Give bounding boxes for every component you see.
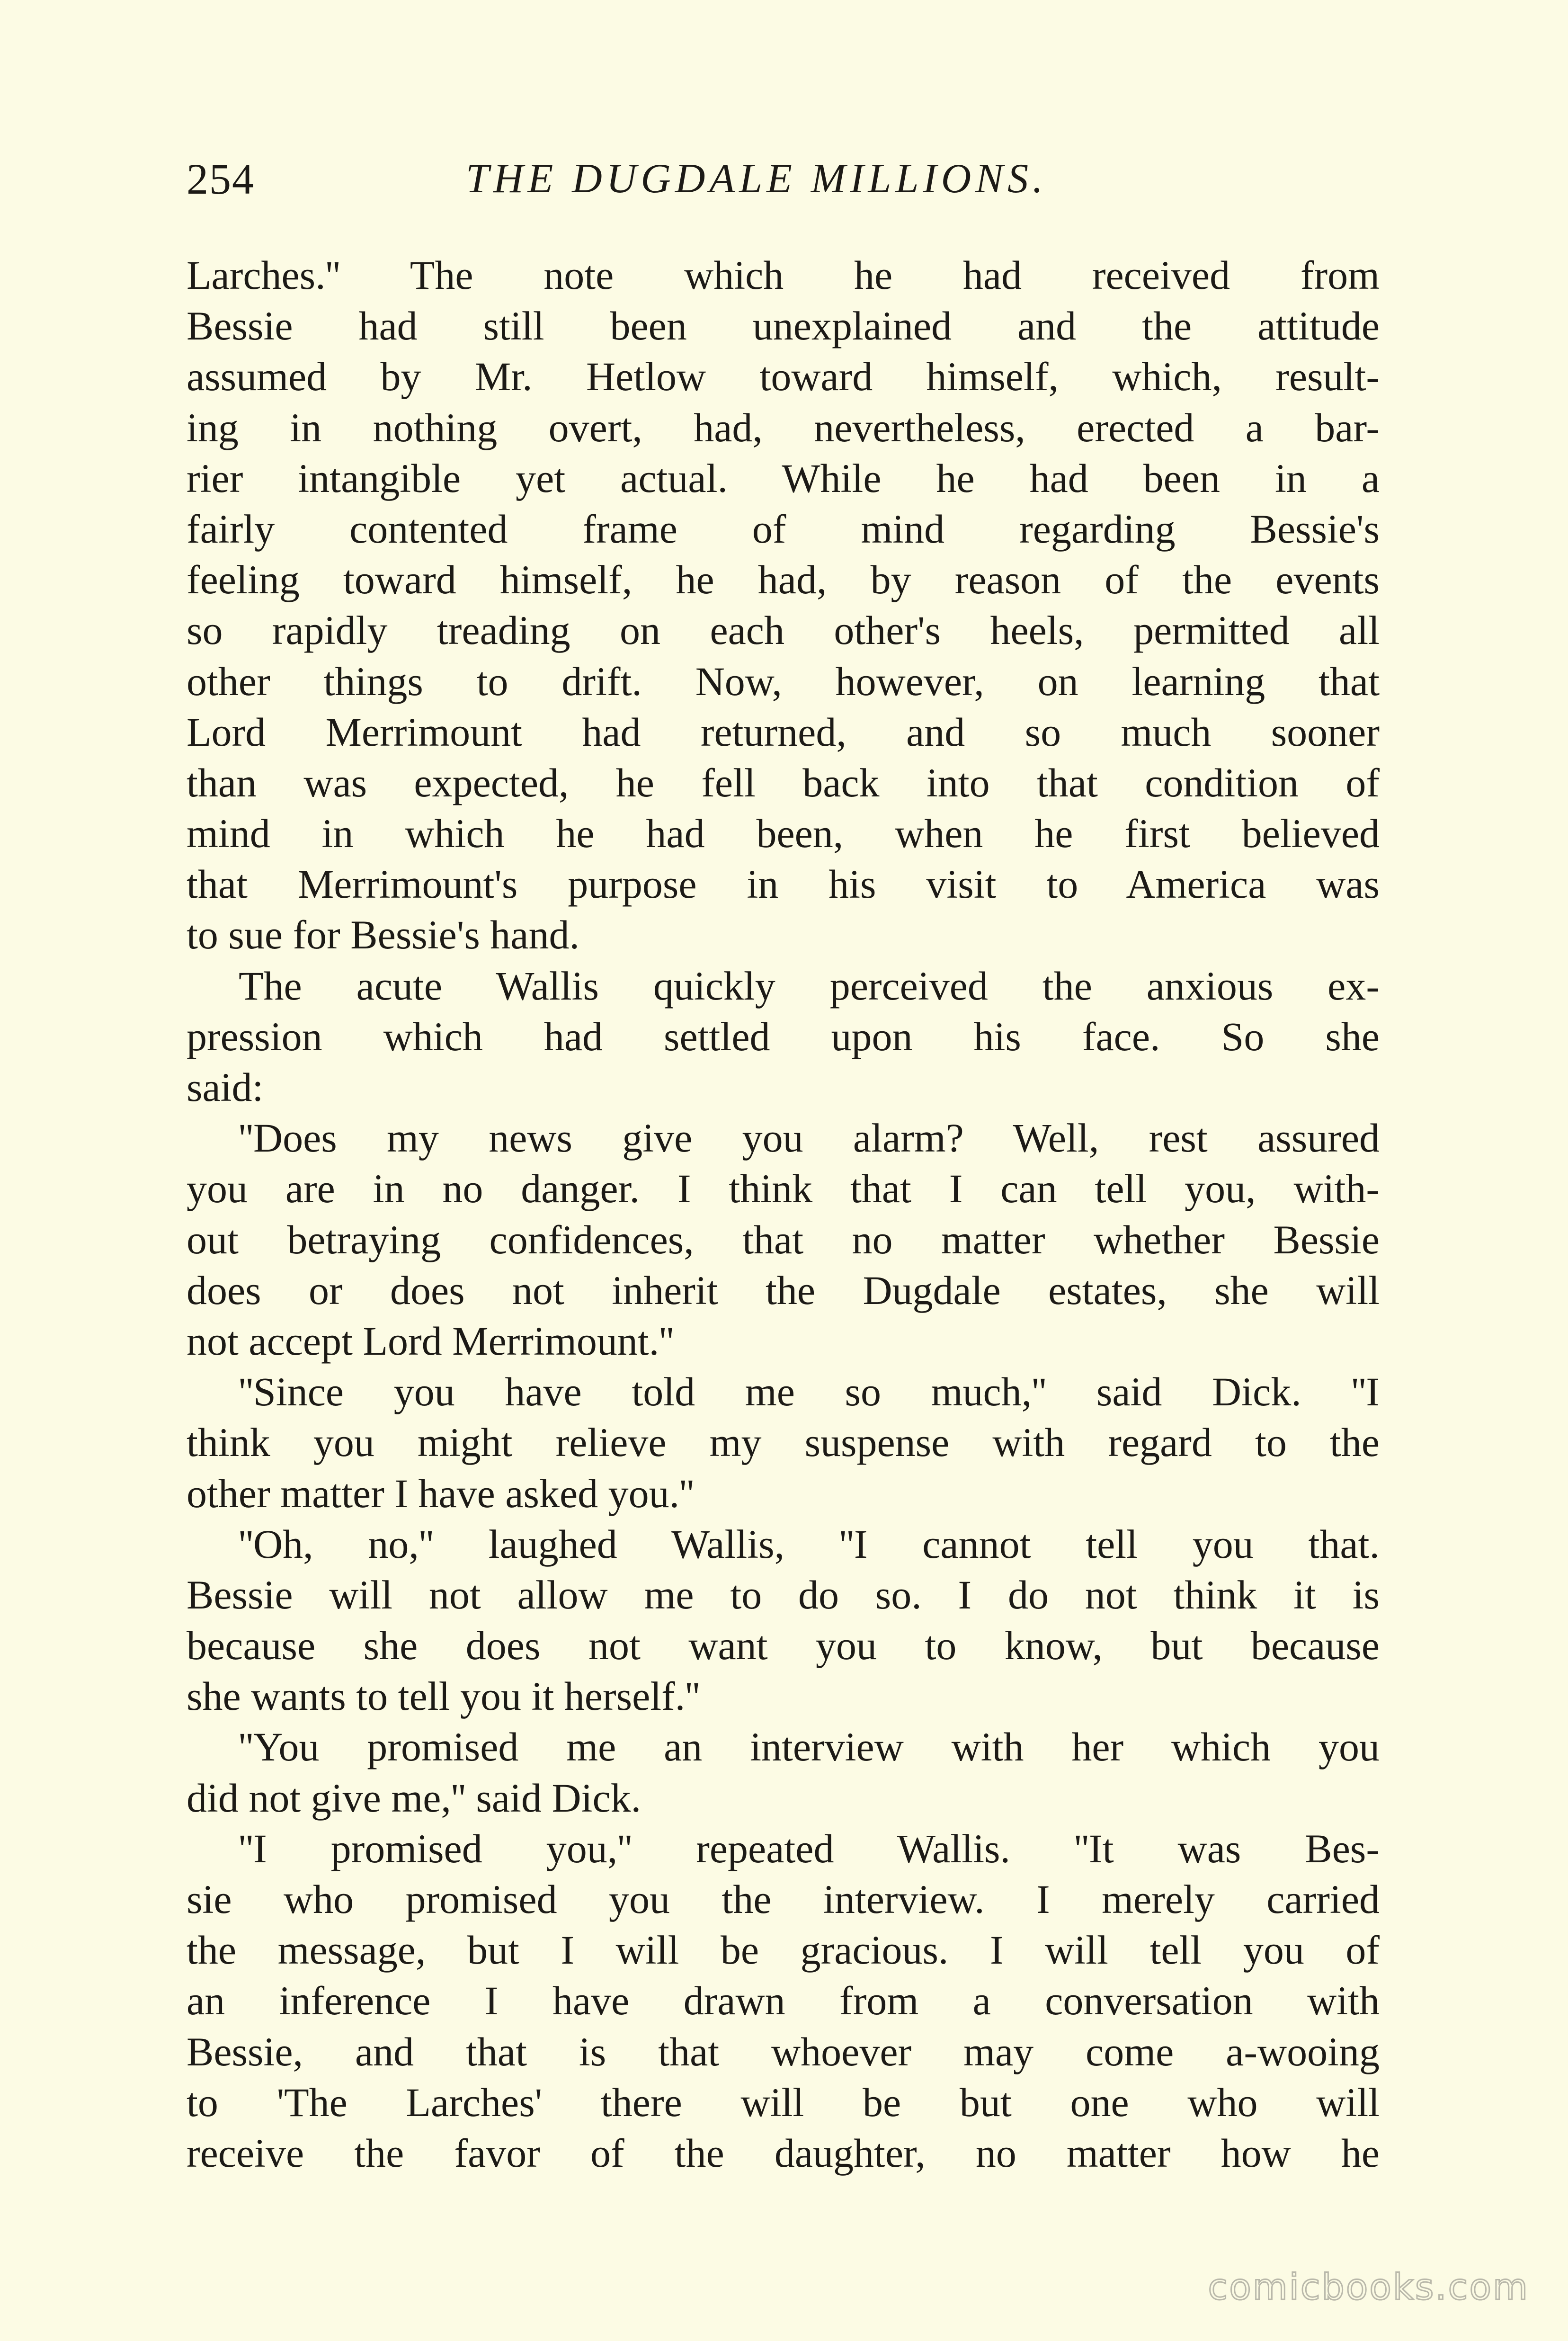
page-number: 254 <box>187 155 255 203</box>
text-line: out betraying confidences, that no matter whether Bessie <box>187 1216 1380 1262</box>
text-line: does or does not inherit the Dugdale estates, she will <box>187 1267 1380 1313</box>
text-line: Bessie had still been unexplained and the attitude <box>187 303 1380 349</box>
text-line: Bessie will not allow me to do so. I do not think it is <box>187 1572 1380 1617</box>
text-line: other matter I have asked you.'' <box>187 1470 695 1516</box>
text-line: did not give me,'' said Dick. <box>187 1775 641 1821</box>
text-line: mind in which he had been, when he first believed <box>187 811 1380 857</box>
text-line: rier intangible yet actual. While he had been in a <box>187 455 1380 501</box>
text-line: Larches.'' The note which he had received from <box>187 252 1380 298</box>
text-line: fairly contented frame of mind regarding Bessie's <box>187 506 1380 552</box>
text-line: so rapidly treading on each other's heels, permitted all <box>187 608 1380 653</box>
text-line: assumed by Mr. Hetlow toward himself, which, result- <box>187 354 1380 400</box>
text-line: think you might relieve my suspense with regard to the <box>187 1420 1380 1465</box>
text-line: The acute Wallis quickly perceived the anxious ex- <box>239 963 1380 1009</box>
text-line: to sue for Bessie's hand. <box>187 912 579 958</box>
text-line: an inference I have drawn from a conversation with <box>187 1978 1380 2024</box>
text-line: Bessie, and that is that whoever may come a-wooing <box>187 2028 1380 2074</box>
text-line: ''You promised me an interview with her which you <box>239 1724 1380 1770</box>
body-text <box>187 250 1380 2179</box>
text-line: Lord Merrimount had returned, and so much sooner <box>187 709 1380 755</box>
text-line: ''Does my news give you alarm? Well, rest assured <box>239 1115 1380 1161</box>
watermark: comicbooks.com <box>1208 2266 1529 2308</box>
text-line: sie who promised you the interview. I merely carried <box>187 1876 1380 1922</box>
text-line: that Merrimount's purpose in his visit to America was <box>187 861 1380 907</box>
page-header <box>187 151 1380 207</box>
text-line: ''Since you have told me so much,'' said Dick. ''I <box>239 1369 1380 1415</box>
text-line: because she does not want you to know, but because <box>187 1623 1380 1669</box>
running-title: THE DUGDALE MILLIONS. <box>466 156 1047 202</box>
text-line: ''Oh, no,'' laughed Wallis, ''I cannot tell you that. <box>239 1521 1380 1567</box>
text-line: than was expected, he fell back into that condition of <box>187 759 1380 805</box>
text-line: the message, but I will be gracious. I will tell you of <box>187 1927 1380 1973</box>
text-line: other things to drift. Now, however, on learning that <box>187 658 1380 704</box>
text-line: ''I promised you,'' repeated Wallis. ''It was Bes- <box>239 1825 1380 1871</box>
text-line: not accept Lord Merrimount.'' <box>187 1318 674 1364</box>
text-line: she wants to tell you it herself.'' <box>187 1673 700 1719</box>
text-line: feeling toward himself, he had, by reason of the events <box>187 557 1380 603</box>
text-line: said: <box>187 1064 264 1110</box>
text-line: you are in no danger. I think that I can tell you, with- <box>187 1166 1380 1212</box>
text-line: ing in nothing overt, had, nevertheless, erected a bar- <box>187 404 1380 450</box>
text-line: to 'The Larches' there will be but one who will <box>187 2079 1380 2125</box>
text-line: receive the favor of the daughter, no matter how he <box>187 2130 1380 2176</box>
text-line: pression which had settled upon his face. So she <box>187 1013 1380 1059</box>
